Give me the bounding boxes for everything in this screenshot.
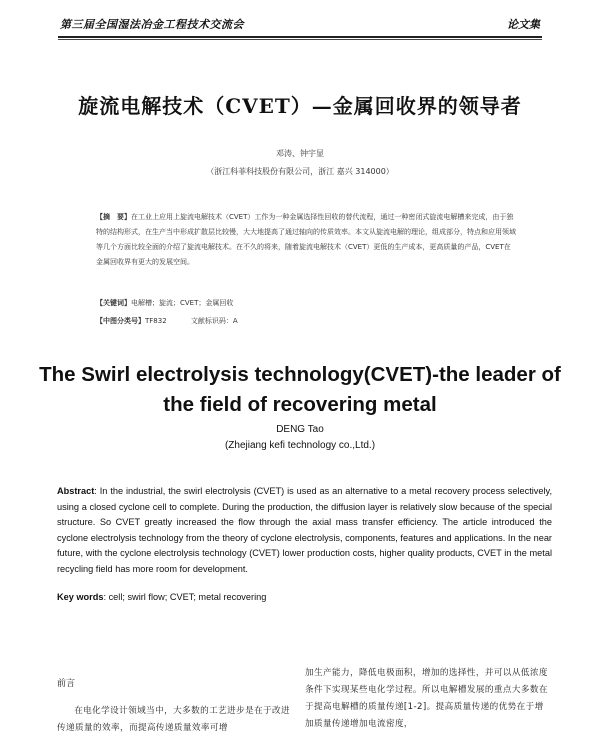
- document-code-value: A: [232, 317, 238, 325]
- english-keywords-text: : cell; swirl flow; CVET; metal recovering: [103, 592, 267, 602]
- chinese-keywords: [96, 298, 233, 308]
- body-left-text: 在电化学设计领域当中，大多数的工艺进步是在于改进传递质量的效率，而提高传递质量效率可增: [57, 706, 291, 733]
- chinese-classification: [96, 316, 238, 326]
- chinese-abstract: [96, 210, 516, 270]
- chinese-authors: 邓涛、钟宇显: [276, 149, 324, 158]
- english-title: [0, 360, 600, 420]
- english-title-line-1: The Swirl electrolysis technology(CVET)-the leader of: [39, 363, 561, 386]
- chinese-affiliation: （浙江科菲科技股份有限公司，浙江 嘉兴 314000）: [206, 167, 394, 176]
- chinese-keywords-text: 电解槽；旋流；CVET；金属回收: [131, 299, 234, 307]
- classification-value: TF832: [145, 317, 167, 325]
- header-rule: [58, 36, 542, 38]
- body-right-text: 加生产能力，降低电极面积，增加的选择性，并可以从低浓度条件下实现某些电化学过程。所以电解槽发展的重点大多数在于提高电解槽的质量传递[1-2]。提高质量传递的优势在于增加质量传递增加电流密度，: [305, 668, 548, 729]
- english-title-line-2: the field of recovering metal: [163, 393, 437, 416]
- english-abstract: [57, 484, 552, 578]
- chinese-abstract-text: 在工业上应用上旋流电解技术（CVET）工作为一种金属选择性回收的替代流程，通过一种密闭式旋流电解槽来完成，由于独特的结构形式，在生产当中形成扩散层比较慢，大大地提高了通过轴向的传质效率。本文从旋流电解的理论，组成部分，特点和应用领域等几个方面比较全面的介绍了旋流电解技术。在不久的将来，随着旋流电解技术（CVET）更低的生产成本，更高质量的产品，CVET在金属回收界有更大的发展空间。: [96, 213, 516, 266]
- header-rule-thin: [58, 39, 542, 40]
- header-conference-name: 第三届全国湿法冶金工程技术交流会: [60, 18, 244, 31]
- english-keywords-label: Key words: [57, 592, 104, 602]
- chinese-keywords-label: 【关键词】: [96, 299, 131, 307]
- chinese-abstract-label: 【摘 要】: [96, 213, 131, 221]
- english-keywords: [57, 592, 266, 602]
- english-author: DENG Tao: [276, 424, 324, 435]
- english-affiliation: (Zhejiang kefi technology co.,Ltd.): [224, 440, 376, 451]
- body-right-column: [305, 665, 550, 733]
- body-left-column: [57, 676, 297, 737]
- document-code-label: 文献标识码：: [190, 317, 233, 325]
- chinese-title: 旋流电解技术（CVET）—金属回收界的领导者: [78, 94, 522, 118]
- classification-label: 【中图分类号】: [96, 317, 145, 325]
- english-abstract-text: : In the industrial, the swirl electrolysis (CVET) is used as an alternative to a metal recovery process selectively, using a closed cyclone cell to complete. During the production, the diffusion layer is relatively slow because of the special structure. So CVET greatly increased the flow through the axial mass transfer efficiency. The article introduced the cyclone electrolysis technology from the theory of cyclone electrolysis, components, features and applications. In the near future, with the cyclone electrolysis technology (CVET) lower production costs, higher quality products, CVET in the metal recycling field has more room for development.: [57, 486, 552, 574]
- header-section-name: 论文集: [507, 18, 540, 31]
- english-abstract-label: Abstract: [57, 486, 95, 496]
- section-heading-preface: 前言: [57, 679, 76, 689]
- running-header: [60, 16, 540, 36]
